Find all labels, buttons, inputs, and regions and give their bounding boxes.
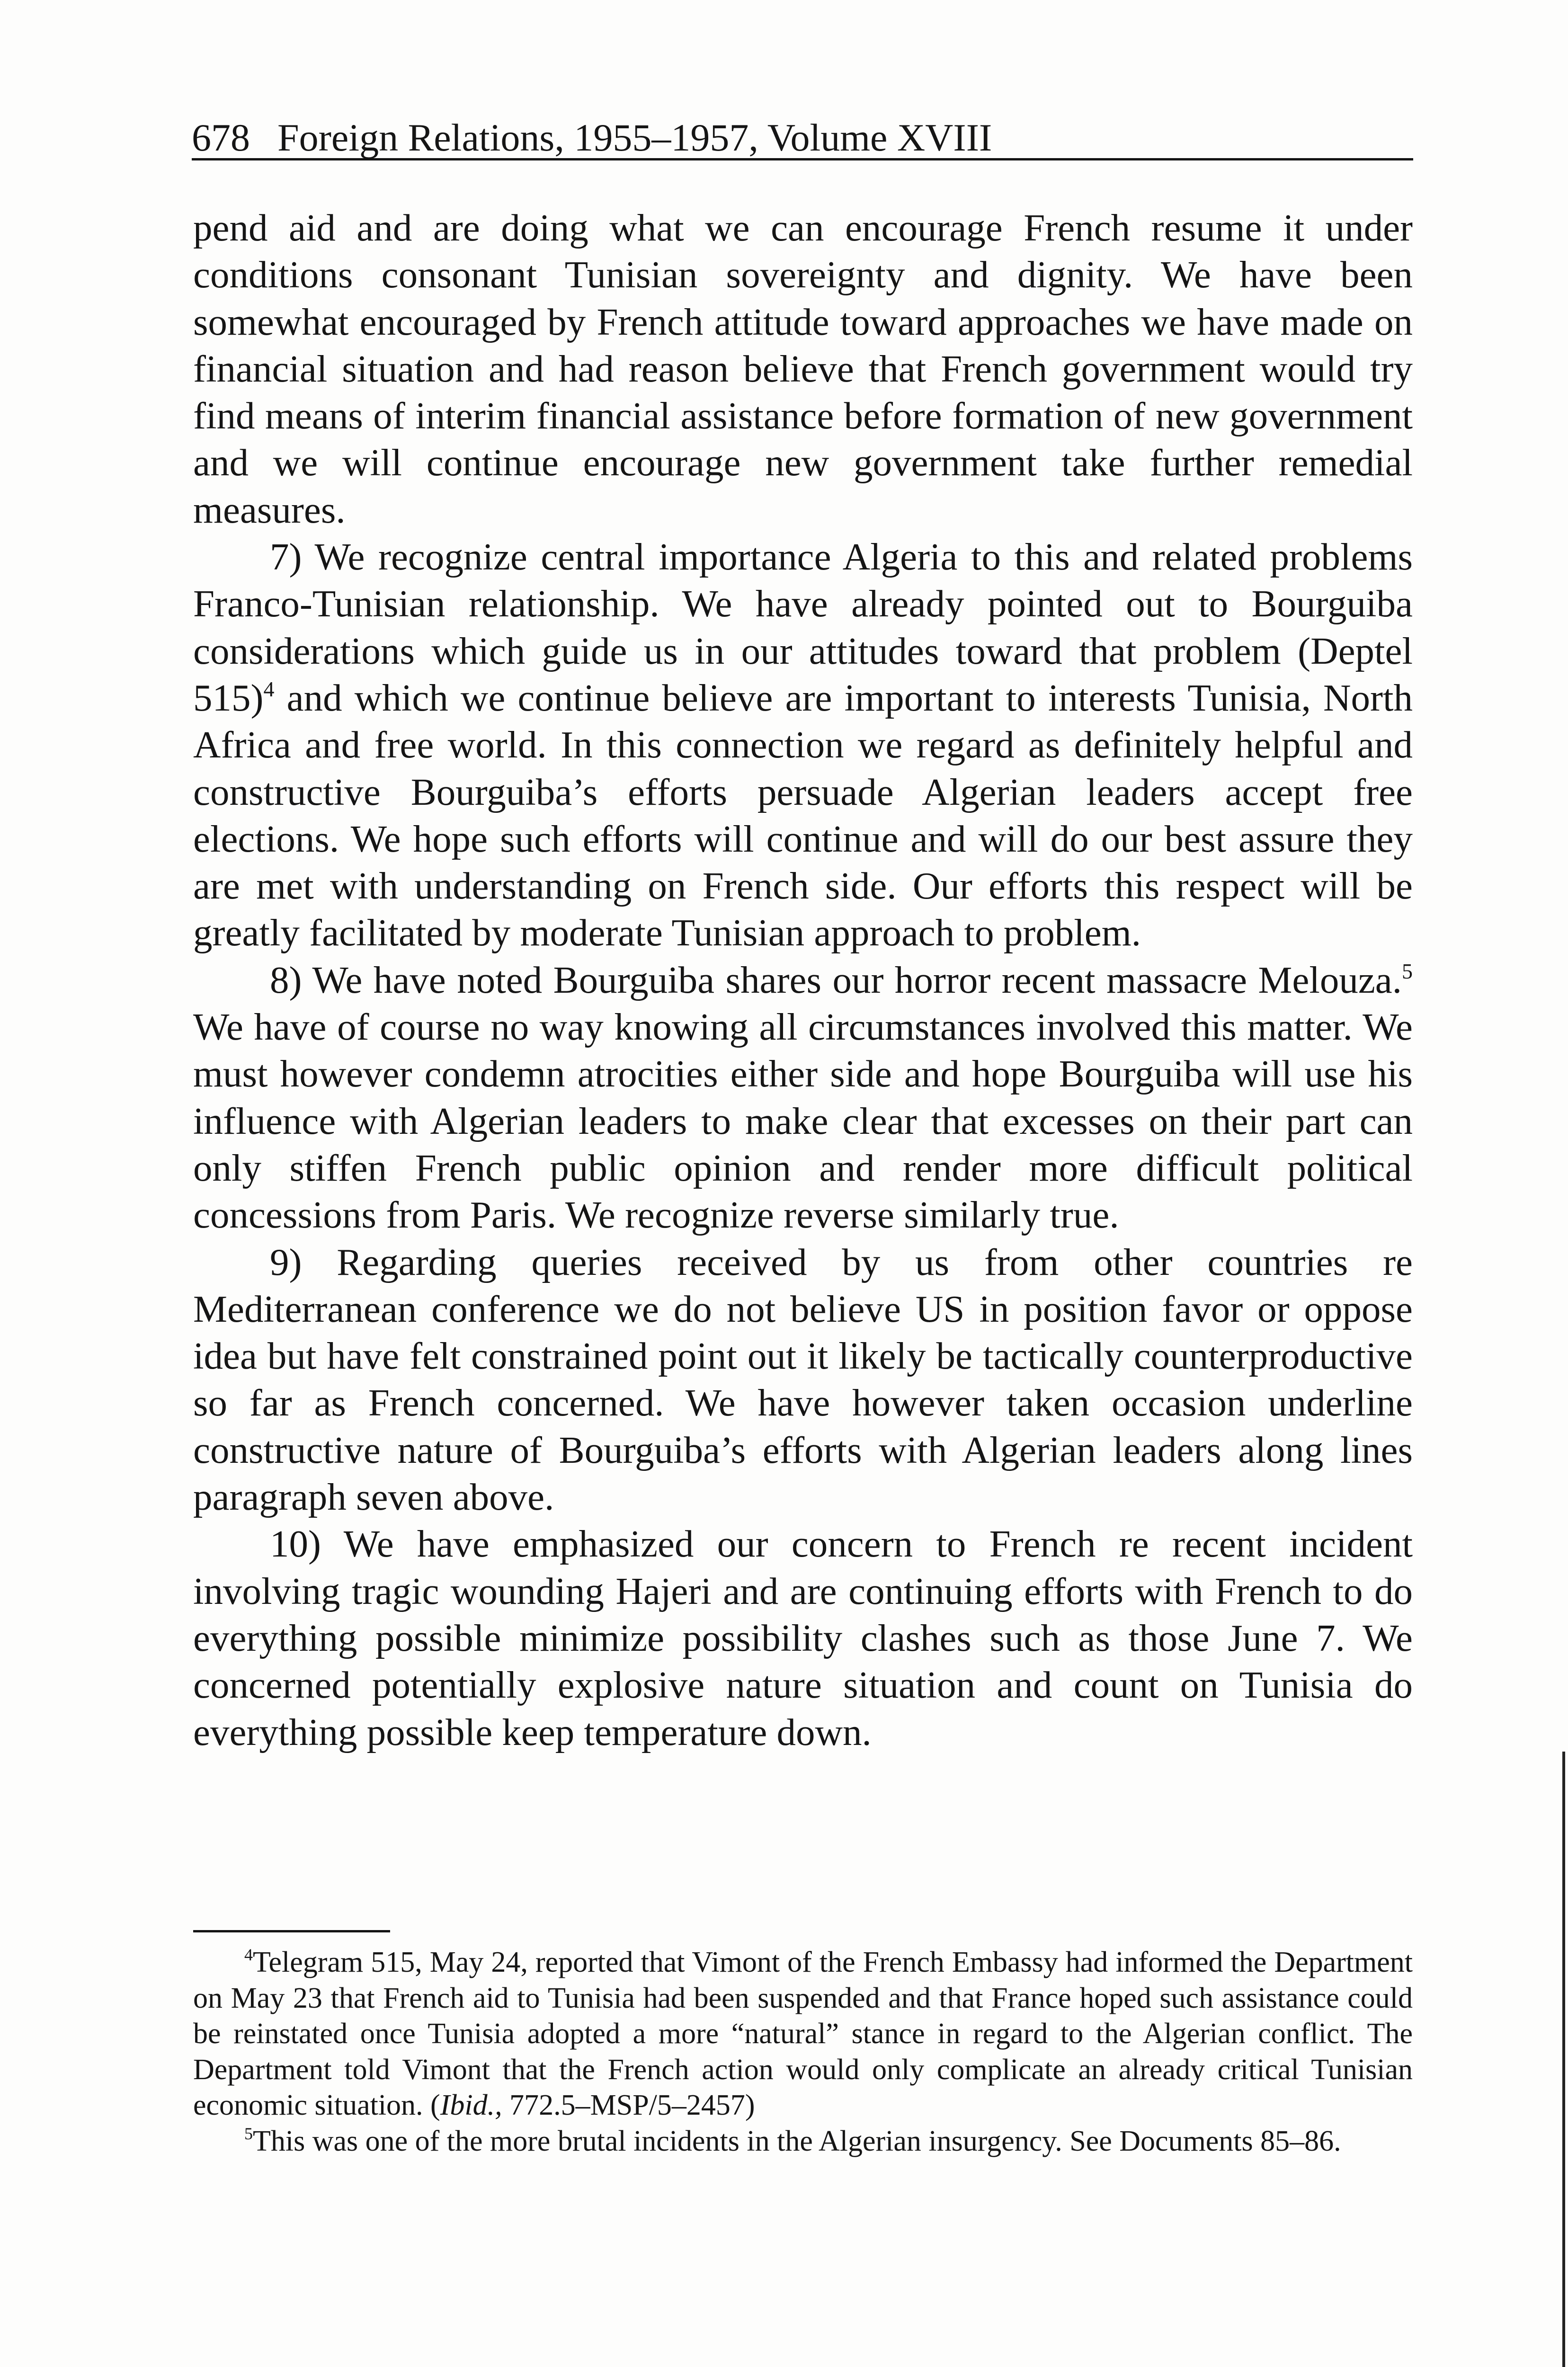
paragraph-7-text-start: 7) We recognize central importance Algeria to this and related problems Franco-Tunisian relationship. We have already pointed out to Bourguiba considerations which guide us in our attitudes toward that problem (Deptel 515) — [193, 535, 1413, 719]
running-title: Foreign Relations, 1955–1957, Volume XVIII — [277, 116, 992, 159]
footnote-4 — [193, 1945, 1413, 2124]
paragraph-8-text-start: 8) We have noted Bourguiba shares our horror recent massacre Melouza. — [270, 958, 1402, 1001]
footnote-ref-5[interactable]: 5 — [1402, 959, 1413, 983]
main-text — [193, 205, 1413, 1756]
paragraph-8 — [193, 957, 1413, 1239]
paragraph-7-text-end: and which we continue believe are important to interests Tunisia, North Africa and free world. In this connection we regard as definitely helpful and constructive Bourguiba’s efforts persuade Algerian leaders accept free elections. We hope such efforts will continue and will do our best assure they are met with understanding on French side. Our efforts this respect will be greatly facilitated by moderate Tunisian approach to problem. — [193, 676, 1413, 954]
footnote-5-text: This was one of the more brutal incidents in the Algerian insurgency. See Documents 85–86. — [253, 2125, 1341, 2157]
footnote-4-text: Telegram 515, May 24, reported that Vimont of the French Embassy had informed the Department on May 23 that French aid to Tunisia had been suspended and that France hoped such assistance could be reinstated once Tunisia adopted a more “natural” stance in regard to the Algerian conflict. The Department told Vimont that the French action would only complicate an already critical Tunisian economic situation. ( — [193, 1946, 1413, 2121]
footnote-5 — [193, 2124, 1413, 2160]
footnote-ref-4[interactable]: 4 — [263, 676, 275, 701]
footnotes — [193, 1945, 1413, 2159]
paragraph-7 — [193, 534, 1413, 957]
footnote-4-ibid: Ibid., — [440, 2089, 502, 2121]
page-number: 678 — [192, 116, 250, 159]
footnote-4-marker: 4 — [244, 1945, 253, 1964]
paragraph-9: 9) Regarding queries received by us from other countries re Mediterranean conference we do not believe US in position favor or oppose idea but have felt constrained point out it likely be tactically counterproductive so far as French concerned. We have however taken occasion underline constructive nature of Bourguiba’s efforts with Algerian leaders along lines paragraph seven above. — [193, 1240, 1413, 1519]
scan-edge-line — [1562, 1752, 1565, 2367]
paragraph-8-text-end: We have of course no way knowing all circumstances involved this matter. We must however condemn atrocities either side and hope Bourguiba will use his influence with Algerian leaders to make clear that excesses on their part can only stiffen French public opinion and render more difficult political concessions from Paris. We recognize reverse similarly true. — [193, 1006, 1413, 1237]
footnote-5-marker: 5 — [244, 2124, 253, 2143]
footnote-4-citation: 772.5–MSP/5–2457) — [502, 2089, 755, 2121]
paragraph-10: 10) We have emphasized our concern to French re recent incident involving tragic wounding Hajeri and are continuing efforts with French to do everything possible minimize possibility clashes such as those June 7. We concerned potentially explosive nature situation and count on Tunisia do everything possible keep temperature down. — [193, 1522, 1413, 1753]
paragraph-continuation: pend aid and are doing what we can encourage French resume it under conditions consonant Tunisian sovereignty and dignity. We have been somewhat encouraged by French attitude toward approaches we have made on financial situation and had reason believe that French government would try find means of interim financial assistance before formation of new government and we will continue encourage new government take further remedial measures. — [193, 206, 1413, 531]
running-header — [192, 117, 1413, 160]
footnote-divider — [193, 1930, 390, 1932]
